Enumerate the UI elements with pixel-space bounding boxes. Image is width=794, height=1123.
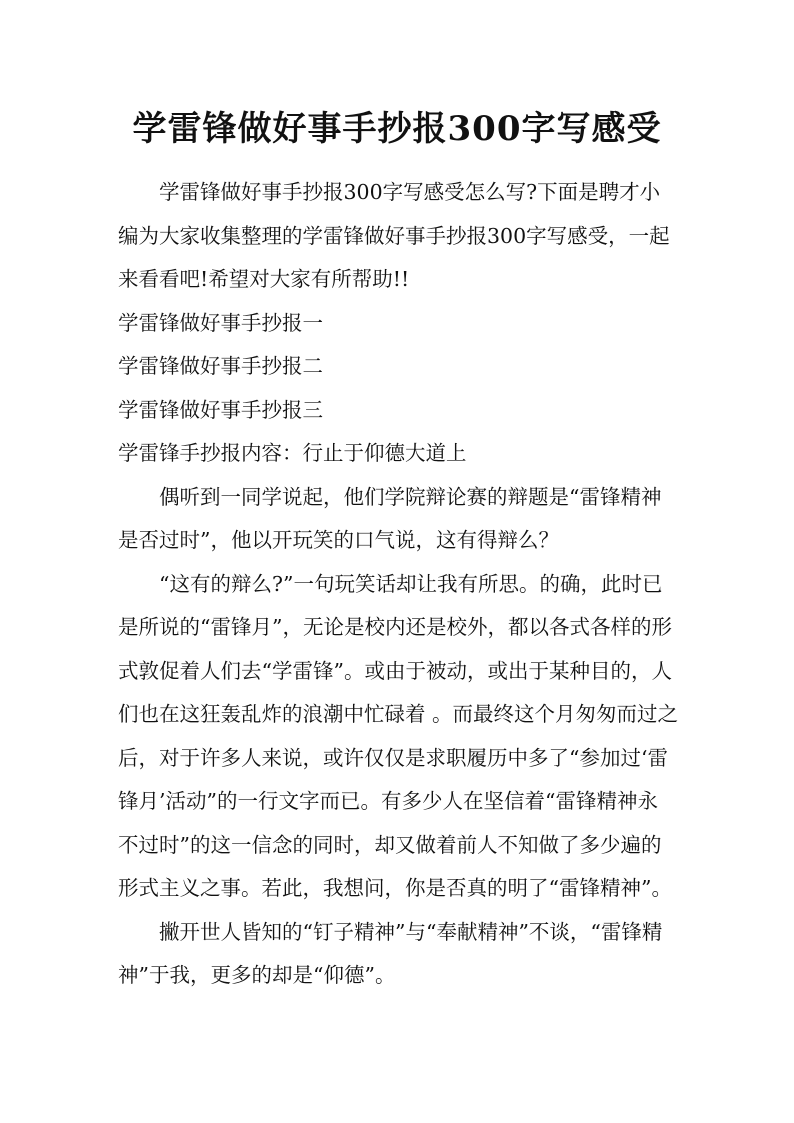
list-item: 学雷锋做好事手抄报三 [118, 397, 323, 422]
intro-paragraph: 学雷锋做好事手抄报300字写感受怎么写?下面是聘才小编为大家收集整理的学雷锋做好事手抄报300字写感受，一起来看看吧!希望对大家有所帮助!! [118, 180, 670, 291]
body-paragraph: 偶听到一同学说起，他们学院辩论赛的辩题是“雷锋精神是否过时”，他以开玩笑的口气说，这有得辩么？ [118, 484, 662, 552]
list-item: 学雷锋做好事手抄报二 [118, 354, 323, 378]
document-body [118, 171, 678, 998]
list-item: 学雷锋做好事手抄报一 [118, 310, 323, 335]
body-paragraph: “这有的辩么?”一句玩笑话却让我有所思。的确，此时已是所说的“雷锋月”，无论是校内还是校外，都以各式各样的形式敦促着人们去“学雷锋”。或由于被动，或出于某种目的，人们也在这狂轰乱炸的浪潮中忙碌着 。而最终这个月匆匆而过之后，对于许多人来说，或许仅仅是求职履历中多了“参加过‘雷锋月’活动”的一行文字而已。有多少人在坚信着“雷锋精神永不过时”的这一信念的同时，却又做着前人不知做了多少遍的形式主义之事。若此，我想问，你是否真的明了“雷锋精神”。 [118, 571, 679, 900]
body-paragraph: 撇开世人皆知的“钉子精神”与“奉献精神”不谈，“雷锋精神”于我，更多的却是“仰德”。 [118, 919, 663, 987]
section-heading: 学雷锋手抄报内容：行止于仰德大道上 [118, 441, 467, 465]
document-title: 学雷锋做好事手抄报300字写感受 [132, 109, 662, 149]
